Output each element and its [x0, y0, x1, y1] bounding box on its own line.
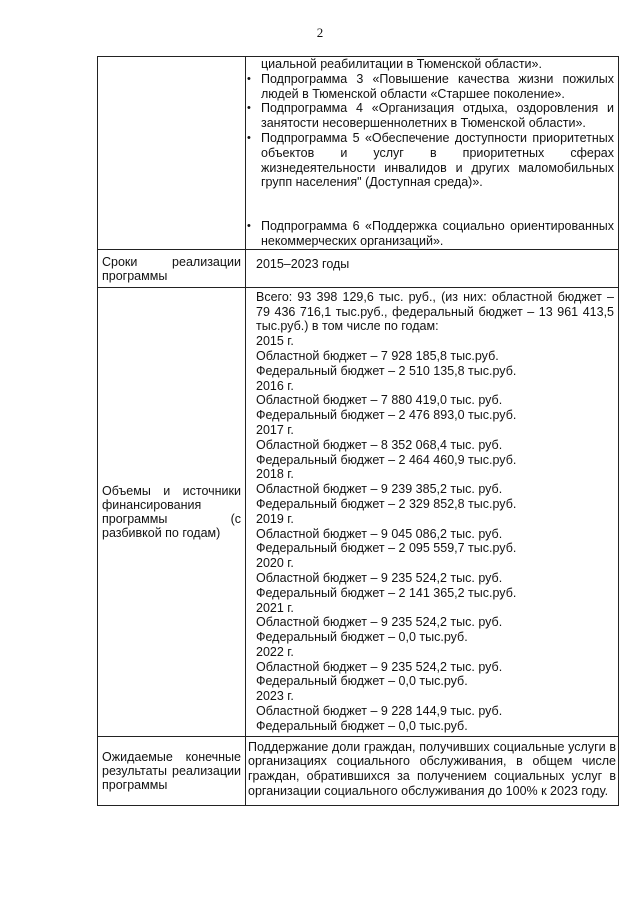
- program-passport-table: [97, 56, 619, 806]
- terms-value: 2015–2023 годы: [256, 256, 350, 271]
- financing-row: [98, 287, 619, 736]
- subprogram-item-4: • Подпрограмма 4 «Организация отдыха, оздоровления и занятости несовершеннолетних в Тюменской области».: [246, 101, 614, 131]
- federal-budget-line: Федеральный бюджет – 0,0 тыс.руб.: [256, 674, 468, 689]
- financing-year-block: [256, 334, 616, 378]
- financing-years: [256, 334, 616, 734]
- financing-year: 2022 г.: [256, 644, 294, 659]
- financing-year: 2023 г.: [256, 689, 294, 704]
- financing-year: 2019 г.: [256, 511, 294, 526]
- financing-year-block: [256, 467, 616, 511]
- financing-year-block: [256, 645, 616, 689]
- regional-budget-line: Областной бюджет – 9 239 385,2 тыс. руб.: [256, 482, 503, 497]
- regional-budget-line: Областной бюджет – 7 880 419,0 тыс. руб.: [256, 393, 503, 408]
- regional-budget-line: Областной бюджет – 7 928 185,8 тыс.руб.: [256, 348, 499, 363]
- page-number: 2: [316, 25, 324, 40]
- federal-budget-line: Федеральный бюджет – 2 476 893,0 тыс.руб.: [256, 408, 517, 423]
- subprograms-label-cell: [98, 57, 246, 250]
- financing-year: 2021 г.: [256, 600, 294, 615]
- financing-year: 2016 г.: [256, 378, 294, 393]
- results-row: [98, 736, 619, 805]
- regional-budget-line: Областной бюджет – 9 235 524,2 тыс. руб.: [256, 570, 503, 585]
- federal-budget-line: Федеральный бюджет – 2 329 852,8 тыс.руб.: [256, 496, 517, 511]
- subprogram-item-3: • Подпрограмма 3 «Повышение качества жизни пожилых людей в Тюменской области «Старшее поколение».: [246, 72, 614, 102]
- financing-year-block: [256, 689, 616, 733]
- results-label: Ожидаемые конечные результаты реализации программы: [102, 750, 241, 793]
- subprogram-continuation: циальной реабилитации в Тюменской области».: [261, 57, 542, 71]
- terms-label-cell: [98, 249, 246, 287]
- federal-budget-line: Федеральный бюджет – 2 141 365,2 тыс.руб.: [256, 585, 517, 600]
- federal-budget-line: Федеральный бюджет – 2 464 460,9 тыс.руб.: [256, 452, 517, 467]
- financing-value-cell: [246, 287, 619, 736]
- regional-budget-line: Областной бюджет – 9 235 524,2 тыс. руб.: [256, 659, 503, 674]
- subprograms-row: [98, 57, 619, 250]
- regional-budget-line: Областной бюджет – 8 352 068,4 тыс. руб.: [256, 437, 503, 452]
- financing-year-block: [256, 601, 616, 645]
- financing-total: Всего: 93 398 129,6 тыс. руб., (из них: областной бюджет – 79 436 716,1 тыс.руб., федеральный бюджет – 13 961 413,5 тыс.руб.) в том числе по годам:: [256, 289, 614, 334]
- financing-year: 2020 г.: [256, 556, 294, 571]
- regional-budget-line: Областной бюджет – 9 235 524,2 тыс. руб.: [256, 615, 503, 630]
- results-value-cell: [246, 736, 619, 805]
- financing-year: 2015 г.: [256, 334, 294, 349]
- federal-budget-line: Федеральный бюджет – 0,0 тыс.руб.: [256, 718, 468, 733]
- financing-label: Объемы и источники финансирования программы (с разбивкой по годам): [102, 484, 241, 541]
- financing-year-block: [256, 556, 616, 600]
- subprograms-content-cell: [246, 57, 619, 250]
- federal-budget-line: Федеральный бюджет – 2 095 559,7 тыс.руб.: [256, 541, 517, 556]
- federal-budget-line: Федеральный бюджет – 0,0 тыс.руб.: [256, 630, 468, 645]
- regional-budget-line: Областной бюджет – 9 228 144,9 тыс. руб.: [256, 704, 503, 719]
- results-label-cell: [98, 736, 246, 805]
- subprogram-item-5: • Подпрограмма 5 «Обеспечение доступности приоритетных объектов и услуг в приоритетных сферах жизнедеятельности инвалидов и других маломобильных групп населения" (Доступная среда)».: [246, 131, 614, 190]
- financing-year-block: [256, 512, 616, 556]
- regional-budget-line: Областной бюджет – 9 045 086,2 тыс. руб.: [256, 526, 503, 541]
- financing-year-block: [256, 379, 616, 423]
- financing-year: 2017 г.: [256, 422, 294, 437]
- subprogram-list-last: [246, 219, 618, 249]
- terms-value-cell: [246, 249, 619, 287]
- federal-budget-line: Федеральный бюджет – 2 510 135,8 тыс.руб.: [256, 363, 517, 378]
- financing-label-cell: [98, 287, 246, 736]
- subprogram-list: [246, 72, 618, 190]
- financing-year: 2018 г.: [256, 467, 294, 482]
- financing-block: [246, 288, 618, 736]
- terms-row: [98, 249, 619, 287]
- terms-label: Сроки реализации программы: [102, 254, 241, 283]
- results-value: Поддержание доли граждан, получивших социальные услуги в организациях социального обслуживания, в общем числе граждан, обратившихся за получением социальных услуг в организации социального обслуживания до 100% к 2023 году.: [248, 739, 616, 799]
- subprogram-item-6: • Подпрограмма 6 «Поддержка социально ориентированных некоммерческих организаций».: [246, 219, 614, 249]
- financing-year-block: [256, 423, 616, 467]
